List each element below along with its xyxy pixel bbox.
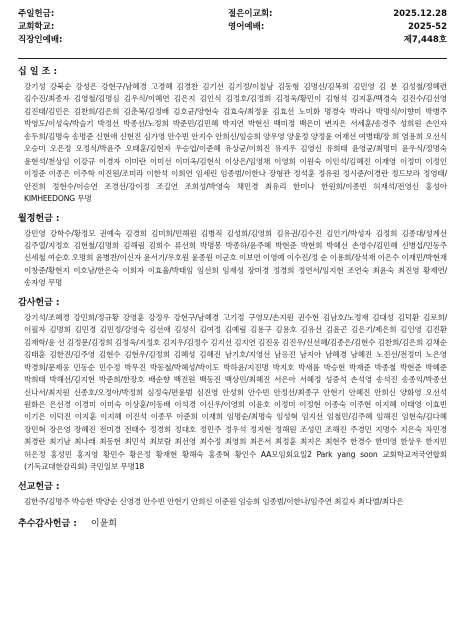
thanks-offering-names: 강기석/조혜경 강민희/정규황 강영훈 강정우 강현구/남혜경 고기정 구영모/손지원 권수현 김남호/노정재 김대성 김덕환 김로희/이필자 김명희 김민경 김민정/강영숙 김선애 김성식 김여정 김예림 김용구 김용호 김유선 김윤곤 김은기/제은희 김인영 김진환 김재학/윤 선 김정문/김정희 김정욱/지정호 김지우/김정수 김지선 김지연 김진웅 김진우/신선혜/김종은/김현수 김찬희/김은희 김채순 김태훈 김한진/김주영 김현수 김현우/김정희 김혜성 김혜진 남기호/지영선 남응진 남지아 남혜경 남혜진 노진선/전정미 노은영 박경희/문제웅 민동순 민수정 박무진 박동철/박혜성/박이도 박하윤/지진명 박지호 박새롬 박승현 박재준 박종철 박현준 박혜준 박희태 박해선/김지현 박준희/한장호 배순향 백진원 백동진 백상민/최혜진 서은아 서혜정 성중석 손석영 송석진 송종익/박종선 신나서/최지원 신종호/오정아/박정희 심정숙/편윤범 심진영 안성희 안수빈 안정선/최종구 안현기 안혜진 안희신 양화영 오선석 원화은 은선경 이경미 이미숙 이상훈/이동배 이석경 이신우/이영희 이윤호 이정미 이정현 이종숙 이주현 이지혜 이태영 이효빈 이기은 이덕진 이지훈 이지혜 이진석 이종무 이준희 이재희 임명순/최명숙 임성혁 임지선 임철민/김주혜 임해진 임현숙/김다혜 장민혁 장은영 장혜진 전미경 전태수 정경희 정대호 정민주 정우석 정지현 정해원 조성민 조해진 주경민 지명수 지은숙 차민경 최경란 최기남 최나래 최동현 최민석 최보람 최선영 최수정 최영희 최은서 최정훈 최지은 최현주 한경수 한미영 한상우 한지민 허은정 홍성민 홍지영 황민수 황은정 황재현 황해숙 홍종혁 황인수 AA모임회요일2 Park yang soon 교회학교저국연합회(기독교대한감리회) 국민일보 무명18 <box>24 312 447 472</box>
mission-offering-title: 선교헌금 : <box>18 481 60 492</box>
harvest-thanks-row <box>18 516 447 529</box>
monthly-offering-section <box>18 213 447 290</box>
young-church-label: 절은이교회: <box>228 9 273 19</box>
thanks-offering-title: 감사헌금 : <box>18 297 60 308</box>
harvest-thanks-names: 이윤희 <box>90 519 117 530</box>
bulletin-week-number: 2025-52 <box>407 22 447 32</box>
bulletin-date: 2025.12.28 <box>393 9 447 19</box>
tithe-title: 십 일 조 : <box>18 67 58 77</box>
monthly-offering-names: 강민영 강학수/황정모 권예숙 김경희 김미희/민해원 김병직 김성희/김영희 김유권/김수진 김인기/박성자 김정희 김종대/성계선 김주열/지정호 김현철/김명희 김해림 김희수 류선희 박명봉 박종하/윤주혜 박현준 박현희 박혜선 손영수/김민혜 신병섭/민동주 신세철 여순호 오명희 윤병찬/이신자 윤서기/우호원 윤종원 이군호 이보연 이영예 이수진/정 순 이용희/장석재 이은수 이재민/박현재 이창준/황현지 이호남/한은숙 이희자 이효율/박태임 임선희 임재성 장미경 정경희 정연서/임지현 조연숙 최윤숙 최진영 황재연/송자영 무명 <box>24 228 447 288</box>
bulletin-issue-number: 제7,448호 <box>403 35 447 45</box>
tithe-names: 강기성 강북순 강성은 강현구/남혜경 고경혜 김경찬 김기선 김기정/이칠남 김동형 김명신/김복희 김민영 김 분 김성철/정혜련 김수진/최종자 김영철/김명심 김우식/이혜연 김은지 김인식 김정호/김정희 김정욱/황민이 김형석 김지훈/백경숙 김진수/김선영 김진태/김민은 김찬희/김은희 김춘복/김정배 김호균/양현숙 김효숙/최정윤 김효선 노미화 명경숙 박라나 박명식/이향미 박병주 박영도/이성숙/박슬기 박정선 박종선/노정희 박준민/김민혜 박지연 박현신 백미정 백은미 변지은 서세훈/송경주 성희원 손인자 송두희/김명숙 송명준 신현애 신현진 심가영 안수빈 안지수 안희신/임승희 양우영 양윤정 양정윤 어재선 여병태/장 희 염용희 오선식 오승미 오은정 오정식/박윤주 오태훈/김현자 우승엽/이준혜 유상균/이희진 유지우 김영신 유희태 윤영균/최명미 윤우식/정명숙 윤현석/천상임 이강규 이경자 이미란 이미선 이미옥/김현식 이상은/임영채 이영희 이원숙 이인석/김혜진 이재영 이정미 이정인 이정준 이종은 이주학 이진원/조미라 이한석 이희연 임세린 임종범/이한나 장형관 정석훈 정유원 정시준/이경란 정드보라 정영태/안진희 정현수/이승연 조경선/강이정 조길연 조희성/박영숙 채민경 최유리 한미나 한원희/이종빈 허재석/전영신 홍성아 KIMHEEDONG 무명 <box>24 82 447 204</box>
church-school-label: 교회학교: <box>18 22 55 32</box>
workers-service-label: 직장인예배: <box>18 35 63 45</box>
english-service-label: 영어예배: <box>228 22 265 32</box>
tithe-section <box>18 66 447 206</box>
thanks-offering-section <box>18 297 447 474</box>
header-divider <box>18 58 447 59</box>
mission-offering-names: 김한주/김명주 박승한 박양순 신영경 안수빈 안현기 안희신 이준원 임승희 임종범/이한나/임주연 최길자 최다엘/최다은 <box>24 496 404 506</box>
mission-offering-section <box>18 481 447 508</box>
monthly-offering-title: 월정헌금 : <box>18 213 60 224</box>
bulletin-header <box>18 8 447 48</box>
harvest-thanks-label: 추수감사헌금 : <box>18 519 77 530</box>
sunday-offering-label: 주일헌금: <box>18 9 55 19</box>
